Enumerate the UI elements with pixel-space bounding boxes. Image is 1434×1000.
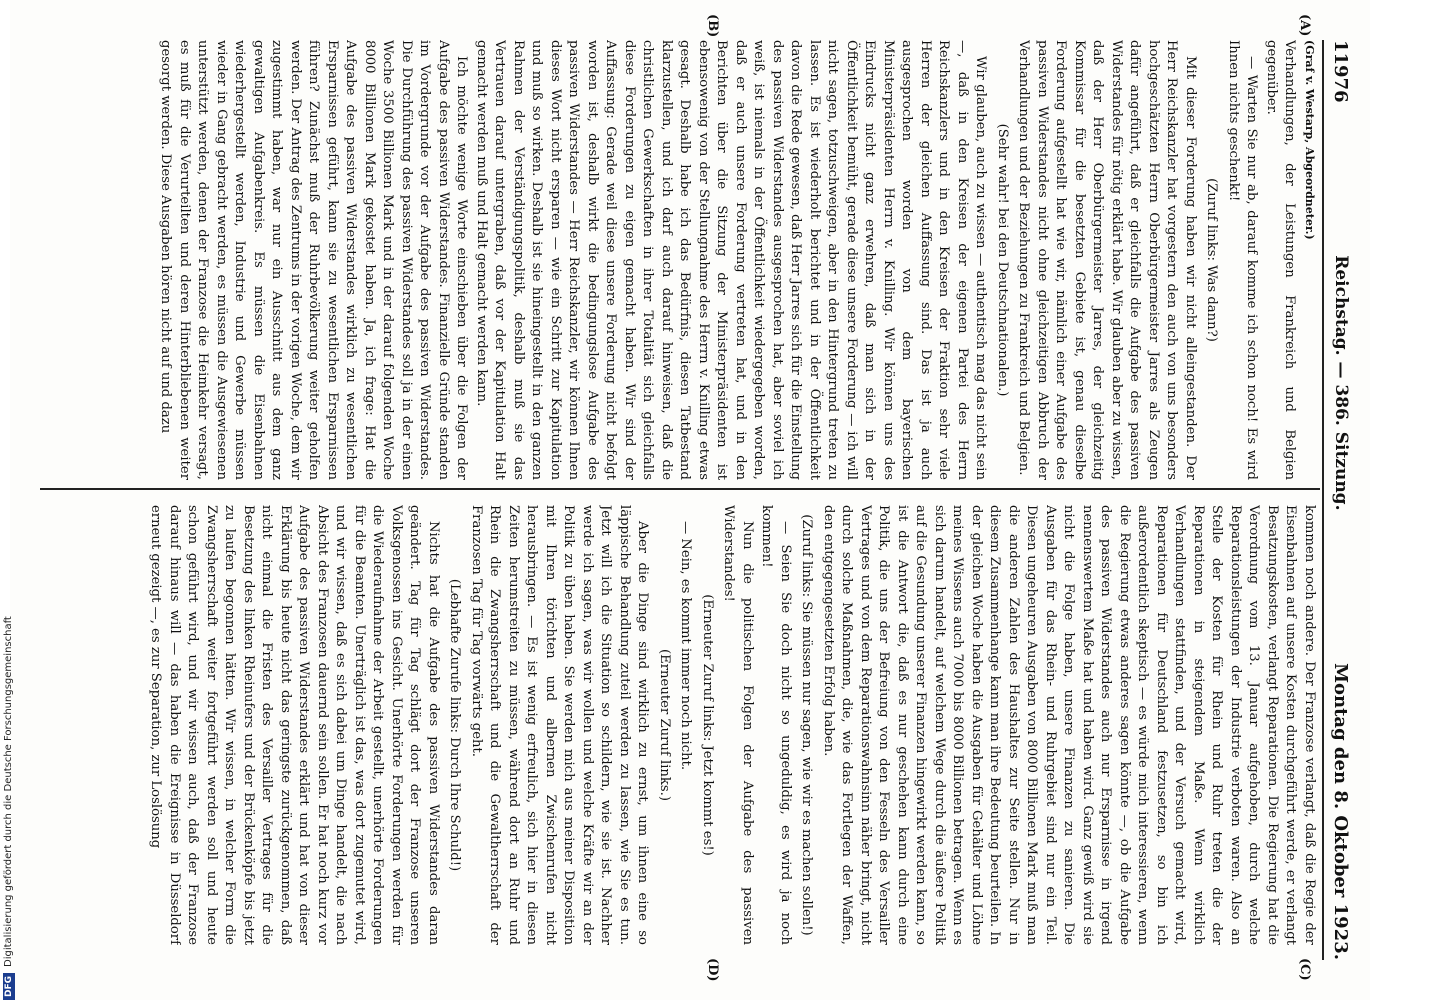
paragraph: — Nein, es kommt immer noch nicht. — [678, 521, 694, 771]
margin-marker-d: (D) — [705, 958, 720, 982]
left-column — [40, 40, 1318, 480]
footer — [2, 6, 16, 1000]
interjection: (Sehr wahr! bei den Deutschnationalen.) — [995, 123, 1010, 397]
margin-marker-c: (C) — [1297, 958, 1312, 981]
column-rule — [40, 488, 1320, 490]
footer-text: Digitalisierung gefördert durch die Deutsche Forschungsgemeinschaft — [3, 616, 14, 967]
speaker-line: (Graf v. Westarp, Abgeordneter.) — [1303, 40, 1316, 240]
interjection: (Zuruf links: Was dann?) — [1204, 178, 1220, 342]
paragraph: Nichts hat die Aufgabe des passiven Widerstandes daran geändert. Tag für Tag schlägt dort der Franzose unseren Volksgenossen ins Gesicht. Unerhörte Forderungen werden für die Wiederaufnahme der Arbeit gestellt, unerhörte Forderungen für die Beamten. Unerträglich ist das, was dort zugemutet wird, und wir wissen, daß es sich dabei um Dinge handelt, die nach Absicht des Franzosen dauernd sein sollen. Er hat noch kurz vor Aufgabe des passiven Widerstandes erklärt und hat von dieser Erklärung bis heute nicht das geringste zurückgenommen, daß nicht einmal die Fristen des Versailler Vertrages für die Besetzung des linken Rheinufers und der Brückenköpfe bis jetzt zu laufen begonnen hätten. Wir wissen, in welcher Form die Zwangsherrschaft weiter fortgeführt werden soll und heute schon geführt wird, und wir wissen auch, daß der Franzose darauf hinaus will — das haben die Ereignisse in Düsseldorf erneut gezeigt —, es zur Separation, zur Loslösung — [148, 505, 441, 945]
interjection: (Zuruf links: Sie müssen nur sagen, wie wir es machen sollen!) — [799, 514, 815, 936]
right-column — [40, 505, 1318, 945]
paragraph: — Warten Sie nur ab, darauf komme ich schon noch! Es wird Ihnen nichts geschenkt! — [1226, 40, 1260, 480]
header-rule — [1322, 40, 1324, 960]
paragraph: Ich möchte wenige Worte einschieben über die Folgen der Aufgabe des passiven Widerstandes. Finanzielle Gründe standen im Vordergrunde vor der Aufgabe des passiven Widerstandes. Die Durchführung des passiven Widerstandes soll ja in der einen Woche 3500 Billionen Mark und in der darauf folgenden Woche 8000 Billionen Mark gekostet haben. Ja, ich frage: Hat die Aufgabe des passiven Widerstandes wirklich zu wesentlichen Ersparnissen geführt, kann sie zu wesentlichen Ersparnissen führen? Zunächst muß der Ruhrbevölkerung weiter geholfen werden. Der Antrag des Zentrums in der vorigen Woche, dem wir zugestimmt haben, war nur ein Ausschnitt aus dem ganz gewaltigen Aufgabenkreis. Es müssen die Eisenbahnen wiederhergestellt werden, Industrie und Gewerbe müssen wieder in Gang gebracht werden, es müssen die Ausgewiesenen unterstützt werden, denen der Franzose die Heimkehr versagt, es muß für die Verurteilten und deren Hinterbliebenen weiter gesorgt werden. Diese Ausgaben hören nicht auf und dazu — [158, 40, 470, 480]
paragraph: — Seien Sie doch nicht so ungeduldig, es wird ja noch kommen! — [759, 505, 793, 945]
document-page — [10, 0, 1370, 1000]
paragraph: Verhandlungen, der Leistungen Frankreich und Belgien gegenüber. — [1264, 40, 1298, 480]
dfg-logo: DFG — [3, 973, 15, 1000]
paragraph: Aber die Dinge sind wirklich zu ernst, um ihnen eine so läppische Behandlung zuteil werden zu lassen, wie Sie es tun. Jetzt will ich die Situation so schildern, wie sie ist. Nachher werde ich sagen, was wir wollen und welche Kräfte wir an der Politik zu üben haben. Sie werden mich aus meiner Disposition mit Ihren törichten und albernen Zwischenrufen nicht herausbringen. — Es ist wenig erfreulich, sich hier in diesen Zeiten herumstreiten zu müssen, während dort an Ruhr und Rhein die Zwangsherrschaft und die Gewaltherrschaft der Franzosen Tag für Tag vorwärts geht. — [469, 505, 651, 945]
page-header — [1326, 40, 1356, 960]
page-title: Reichstag. — 386. Sitzung. — [1331, 255, 1351, 511]
page-date: Montag den 8. Oktober 1923. — [1330, 663, 1352, 960]
paragraph: Wir glauben, auch zu wissen — authentisch mag das nicht sein —, daß in den Kreisen der eigenen Partei des Herrn Reichskanzlers und in den Kreisen der Fraktion sehr viele Herren der gleichen Auffassung sind. Das ist ja auch ausgesprochen worden von dem bayerischen Ministerpräsidenten Herrn v. Knilling. Wir können uns des Eindrucks nicht ganz erwehren, daß man sich in der Öffentlichkeit bemüht, gerade diese unsere Forderung — ich will nicht sagen, totzuschweigen, aber in den Hintergrund treten zu lassen. Es ist wiederholt berichtet und in der Öffentlichkeit davon die Rede gewesen, daß Herr Jarres sich für die Einstellung des passiven Widerstandes ausgesprochen hat, aber soviel ich weiß, ist niemals in der Öffentlichkeit wiedergegeben worden, daß er auch unsere Forderung vertreten hat, und in den Berichten über die Sitzung der Ministerpräsidenten ist ebensowenig von der Stellungnahme des Herrn v. Knilling etwas gesagt. Deshalb habe ich das Bedürfnis, diesen Tatbestand klarzustellen, und ich darf auch darauf hinweisen, daß die christlichen Gewerkschaften in ihrer Totalität sich gleichfalls diese Forderungen zu eigen gemacht haben. Wir sind der Auffassung: Gerade weil diese unsere Forderung nicht befolgt worden ist, deshalb wirkt die bedingungslose Aufgabe des passiven Widerstandes — Herr Reichskanzler, wir können Ihnen dieses Wort nicht ersparen — wie ein Schritt zur Kapitulation und muß so wirken. Deshalb ist sie hineingestellt in den ganzen Rahmen der Verständigungspolitik, deshalb muß sie das Vertrauen darauf untergraben, daß vor der Kapitulation Halt gemacht werden muß und Halt gemacht werden kann. — [474, 40, 989, 480]
margin-marker-b: (B) — [705, 14, 720, 38]
interjection: (Erneuter Zuruf links.) — [657, 648, 672, 802]
page-number: 11976 — [1330, 40, 1352, 103]
paragraph: kommen noch andere. Der Franzose verlangt, daß die Regie der Eisenbahnen auf unsere Kosten durchgeführt werde, er verlangt Besatzungskosten, verlangt Reparationen. Die Regierung hat die Verordnung vom 13. Januar aufgehoben, durch welche Reparationsleistungen der Industrie verboten waren. Also an Stelle der Kosten für Rhein und Ruhr treten die der Reparationen in steigendem Maße. Wenn wirklich Verhandlungen stattfinden, und der Versuch gemacht wird, Reparationen für Deutschland festzusetzen, so bin ich außerordentlich skeptisch — es würde mich interessieren, wenn die Regierung etwas anderes sagen könnte —, ob die Aufgabe des passiven Widerstandes auch nur Ersparnisse in irgend nennenswertem Maße hat und haben wird. Ganz gewiß wird sie nicht die Folge haben, unsere Finanzen zu sanieren. Die Ausgaben für das Rhein- und Ruhrgebiet sind nur ein Teil. Diesen ungeheuren Ausgaben von 8000 Billionen Mark muß man die anderen Zahlen des Haushaltes zur Seite stellen. Nur in diesem Zusammenhange kann man ihre Bedeutung beurteilen. In der gleichen Woche haben die Ausgaben für Gehälter und Löhne meines Wissens auch 7000 bis 8000 Billionen betragen. Wenn es sich darum handelt, auf welchem Wege durch die äußere Politik auf die Gesundung unserer Finanzen hingewirkt werden kann, so ist die Antwort die, daß es nur geschehen kann durch eine Politik, die uns der Befreiung von den Fesseln des Versailler Vertrages und von dem Reparationswahnsinn näher bringt, nicht durch solche Maßnahmen, die, wie das Fortlegen der Waffen, den entgegengesetzten Erfolg haben. — [821, 505, 1317, 945]
paragraph: Nun die politischen Folgen der Aufgabe des passiven Widerstandes! — [721, 505, 755, 945]
paragraph: Mit dieser Forderung haben wir nicht alleingestanden. Der Herr Reichskanzler hat vorgestern den auch von uns besonders hochgeschätzten Herrn Oberbürgermeister Jarres als Zeugen dafür angeführt, daß er gleichfalls die Aufgabe des passiven Widerstandes für nötig erklärt habe. Wir glauben aber zu wissen, daß der Herr Oberbürgermeister Jarres, der gleichzeitig Kommissar für die besetzten Gebiete ist, genau dieselbe Forderung aufgestellt hat wie wir, nämlich einer Aufgabe des passiven Widerstandes nicht ohne gleichzeitigen Abbruch der Verhandlungen und der Beziehungen zu Frankreich und Belgien. — [1016, 40, 1198, 480]
interjection: (Erneuter Zuruf links: Jetzt kommt es!) — [700, 594, 715, 856]
margin-marker-a: (A) — [1297, 14, 1312, 37]
interjection: (Lebhafte Zurufe links: Durch Ihre Schuld!) — [447, 578, 463, 872]
